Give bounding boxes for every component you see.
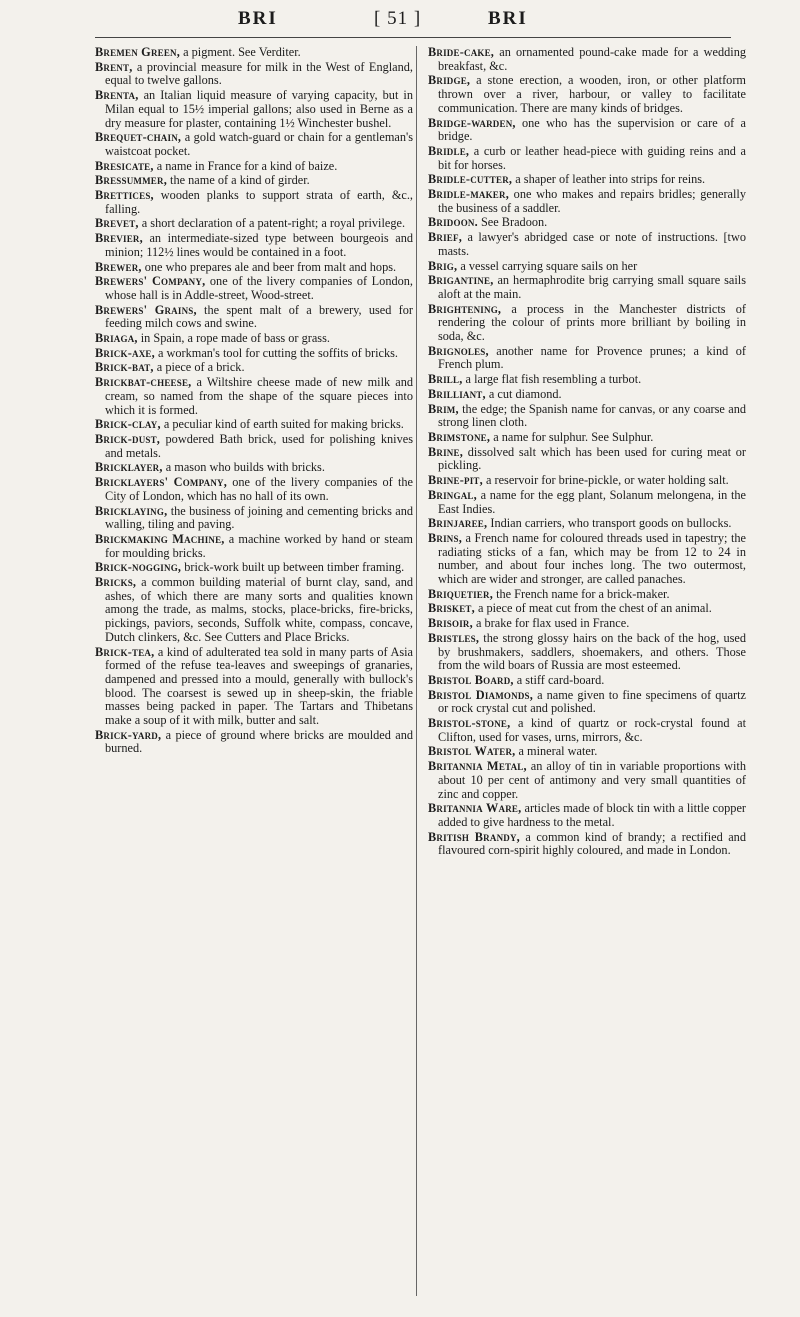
entry-headword: Bridle, (428, 143, 470, 158)
entry-definition: the strong glossy hairs on the back of the hog, used by brushmakers, saddlers, shoemakers, and others. Those from the wild boars of Russia are most esteemed. (438, 630, 746, 673)
entry-definition: the business of joining and cementing bricks and walling, tiling and paving. (105, 503, 413, 532)
entry-definition: an intermediate-sized type between bourgeois and minion; 112½ lines would be contained in a foot. (105, 231, 413, 259)
entry-headword: Bristol Water, (428, 744, 516, 759)
entry-definition: a large flat fish resembling a turbot. (462, 372, 642, 387)
dictionary-entry (428, 760, 746, 801)
entry-headword: Brill, (428, 372, 463, 387)
dictionary-entry (95, 461, 413, 475)
dictionary-entry (428, 446, 746, 473)
entry-headword: Briquetier, (428, 586, 493, 601)
entry-definition: a Wiltshire cheese made of new milk and cream, so named from the shape of the square pieces into which it is formed. (105, 375, 413, 417)
dictionary-entry (95, 433, 413, 460)
dictionary-entry (428, 260, 746, 274)
entry-headword: Bringal, (428, 487, 477, 502)
entry-headword: Brightening, (428, 301, 502, 316)
dictionary-entry (95, 561, 413, 575)
dictionary-entry (95, 576, 413, 645)
dictionary-entry (428, 388, 746, 402)
entry-definition: a machine worked by hand or steam for moulding bricks. (105, 531, 413, 560)
dictionary-entry (95, 376, 413, 417)
entry-definition: a name given to fine specimens of quartz or rock crystal cut and polished. (438, 687, 746, 716)
dictionary-entry (95, 347, 413, 361)
entry-definition: a cut diamond. (485, 386, 562, 401)
dictionary-entry (95, 476, 413, 503)
entry-headword: Brinjaree, (428, 516, 488, 531)
entry-definition: a provincial measure for milk in the West of England, equal to twelve gallons. (105, 59, 413, 88)
entry-definition: a common kind of brandy; a rectified and flavoured corn-spirit highly coloured, and made in London. (438, 829, 746, 858)
entry-definition: See Bradoon. (477, 215, 548, 230)
dictionary-entry (428, 431, 746, 445)
dictionary-entry (428, 274, 746, 301)
entry-definition: an hermaphrodite brig carrying small square sails aloft at the main. (438, 273, 746, 301)
entry-definition: a curb or leather head-piece with guiding reins and a bit for horses. (438, 143, 746, 172)
dictionary-entry (95, 505, 413, 532)
dictionary-entry (428, 303, 746, 344)
entry-definition: a peculiar kind of earth suited for making bricks. (160, 417, 404, 432)
entry-headword: Brenta, (95, 88, 139, 103)
entry-headword: Bressummer, (95, 173, 167, 188)
entry-definition: a name in France for a kind of baize. (153, 158, 338, 173)
entry-headword: Bristol Diamonds, (428, 687, 533, 702)
entry-headword: Brine, (428, 444, 463, 459)
entry-definition: a common building material of burnt clay, sand, and ashes, of which there are many sorts and qualities known among the trade, as malms, stocks, place-bricks, fire-bricks, pickings, paviors, seconds, Suffolk white, compass, concave, Dutch clinkers, &c. See Cutters and Place Bricks. (105, 575, 413, 644)
entry-headword: Brevier, (95, 231, 143, 246)
entry-headword: Brignoles, (428, 343, 489, 358)
dictionary-entry (95, 160, 413, 174)
entry-definition: a piece of a brick. (153, 360, 245, 375)
entry-definition: a French name for coloured threads used in tapestry; the radiating sticks of a fan, which may be from 12 to 24 in number, and about four inches long. The two outermost, which are wider and stronger, are called panaches. (438, 530, 746, 587)
entry-definition: a kind of quartz or rock-crystal found at Clifton, used for vases, urns, mirrors, &c. (438, 716, 746, 744)
entry-definition: a vessel carrying square sails on her (457, 258, 638, 273)
entry-definition: a process in the Manchester districts of rendering the colour of prints more brilliant by boiling in soda, &c. (438, 301, 746, 344)
entry-definition: a piece of ground where bricks are moulded and burned. (105, 727, 413, 756)
entry-definition: the name of a kind of girder. (166, 173, 310, 188)
entry-headword: Bridge-warden, (428, 115, 516, 130)
entry-headword: Brigantine, (428, 273, 494, 288)
dictionary-entry (428, 188, 746, 215)
dictionary-entry (428, 46, 746, 73)
entry-headword: Brickmaking Machine, (95, 531, 225, 546)
entry-definition: one who makes and repairs bridles; generally the business of a saddler. (438, 187, 746, 215)
entry-headword: Brewer, (95, 259, 142, 274)
dictionary-entry (428, 745, 746, 759)
entry-definition: one who prepares ale and beer from malt and hops. (141, 259, 397, 274)
entry-definition: one of the livery companies of the City of London, which has no hall of its own. (105, 475, 414, 503)
dictionary-entry (428, 602, 746, 616)
entry-definition: an Italian liquid measure of varying capacity, but in Milan equal to 15½ imperial gallons; also used in Berne as a dry measure for plaster, containing 1½ Winchester bushel. (105, 88, 413, 130)
dictionary-entry (428, 802, 746, 829)
entry-headword: Britannia Ware, (428, 801, 522, 816)
dictionary-entry (95, 729, 413, 756)
entry-headword: Bristol-stone, (428, 716, 511, 731)
entry-headword: Brevet, (95, 216, 139, 231)
entry-headword: Bristles, (428, 630, 480, 645)
dictionary-entry (95, 646, 413, 728)
entry-definition: wooden planks to support strata of earth, &c., falling. (105, 188, 413, 216)
entry-headword: Bremen Green, (95, 45, 181, 59)
entry-headword: Brick-axe, (95, 345, 155, 360)
right-column (428, 46, 746, 859)
dictionary-entry (95, 304, 413, 331)
entry-definition: a reservoir for brine-pickle, or water holding salt. (482, 473, 729, 488)
dictionary-entry (428, 231, 746, 258)
entry-definition: a brake for flax used in France. (472, 616, 630, 631)
entry-definition: a mason who builds with bricks. (162, 460, 325, 475)
dictionary-entry (428, 632, 746, 673)
entry-definition: a pigment. See Verditer. (180, 45, 301, 59)
entry-definition: a shaper of leather into strips for reins. (512, 172, 706, 187)
entry-headword: Brick-clay, (95, 417, 161, 432)
header-left-guide-word: BRI (238, 8, 278, 29)
entry-headword: Brig, (428, 258, 458, 273)
dictionary-entry (95, 189, 413, 216)
entry-definition: one who has the supervision or care of a bridge. (438, 115, 746, 144)
dictionary-entry (428, 117, 746, 144)
entry-definition: a name for sulphur. See Sulphur. (490, 429, 654, 444)
header-right-guide-word: BRI (488, 8, 528, 29)
entry-definition: a workman's tool for cutting the soffits of bricks. (154, 345, 398, 360)
entry-headword: Brick-yard, (95, 727, 162, 742)
entry-headword: Bricklayers' Company, (95, 475, 227, 490)
dictionary-entry (428, 74, 746, 115)
dictionary-entry (428, 517, 746, 531)
dictionary-entry (428, 474, 746, 488)
page-number: [ 51 ] (374, 8, 422, 29)
entry-headword: Brick-nogging, (95, 560, 182, 575)
entry-definition: powdered Bath brick, used for polishing knives and metals. (105, 431, 413, 460)
dictionary-entry (428, 588, 746, 602)
entry-headword: Brins, (428, 530, 462, 545)
dictionary-entry (428, 674, 746, 688)
entry-headword: Brewers' Company, (95, 274, 206, 289)
left-column (95, 46, 413, 757)
entry-definition: the edge; the Spanish name for canvas, or any coarse and strong linen cloth. (438, 401, 746, 430)
dictionary-entry (95, 174, 413, 188)
entry-definition: a name for the egg plant, Solanum melongena, in the East Indies. (438, 487, 746, 516)
dictionary-entry (428, 216, 746, 230)
entry-definition: an ornamented pound-cake made for a wedding breakfast, &c. (438, 45, 746, 73)
dictionary-entry (428, 831, 746, 858)
entry-headword: Bricklayer, (95, 460, 163, 475)
entry-headword: Brettices, (95, 188, 154, 203)
entry-headword: Brick-tea, (95, 644, 155, 659)
entry-headword: Bridoon. (428, 215, 478, 230)
entry-headword: Brequet-chain, (95, 130, 182, 145)
entry-headword: British Brandy, (428, 829, 520, 844)
dictionary-entry (428, 689, 746, 716)
entry-definition: articles made of block tin with a little copper added to give hardness to the metal. (438, 801, 746, 829)
dictionary-entry (428, 373, 746, 387)
entry-definition: brick-work built up between timber framing. (181, 560, 405, 575)
entry-definition: a short declaration of a patent-right; a royal privilege. (138, 216, 406, 231)
dictionary-entry (95, 418, 413, 432)
entry-headword: Bricklaying, (95, 503, 168, 518)
entry-headword: Bride-cake, (428, 45, 495, 59)
running-header (0, 8, 800, 36)
entry-definition: an alloy of tin in variable proportions with about 10 per cent of antimony and very small quantities of zinc and copper. (438, 759, 746, 801)
entry-definition: in Spain, a rope made of bass or grass. (137, 331, 330, 346)
dictionary-entry (428, 717, 746, 744)
dictionary-entry (95, 89, 413, 130)
entry-headword: Brickbat-cheese, (95, 375, 192, 390)
entry-definition: the French name for a brick-maker. (493, 586, 670, 601)
header-rule (95, 37, 731, 38)
entry-definition: dissolved salt which has been used for curing meat or pickling. (438, 444, 746, 473)
entry-headword: Bridle-cutter, (428, 172, 513, 187)
entry-headword: Brine-pit, (428, 473, 483, 488)
entry-definition: a kind of adulterated tea sold in many parts of Asia formed of the refuse tea-leaves and sweepings of granaries, dampened and pressed into a mould, generally with bullock's blood. The coarsest is sewed up in sheep-skin, the friable masses being packed in paper. The Tartars and Thibetans make a soup of it with milk, butter and salt. (105, 644, 413, 728)
entry-headword: Bridle-maker, (428, 187, 509, 202)
dictionary-entry (428, 145, 746, 172)
dictionary-entry (95, 61, 413, 88)
entry-headword: Brick-bat, (95, 360, 154, 375)
dictionary-entry (95, 217, 413, 231)
entry-definition: a piece of meat cut from the chest of an animal. (474, 601, 712, 616)
entry-headword: Bricks, (95, 575, 137, 590)
entry-headword: Brisoir, (428, 616, 473, 631)
entry-headword: Brewers' Grains, (95, 302, 197, 317)
entry-headword: Brilliant, (428, 386, 486, 401)
entry-definition: the spent malt of a brewery, used for feeding milch cows and swine. (105, 302, 413, 331)
dictionary-entry (428, 532, 746, 587)
entry-definition: a stiff card-board. (513, 672, 605, 687)
entry-headword: Brimstone, (428, 429, 491, 444)
entry-definition: another name for Provence prunes; a kind of French plum. (438, 343, 746, 372)
entry-headword: Bresicate, (95, 158, 154, 173)
entry-headword: Britannia Metal, (428, 759, 527, 774)
dictionary-entry (95, 533, 413, 560)
dictionary-entry (95, 275, 413, 302)
dictionary-entry (428, 617, 746, 631)
entry-definition: a gold watch-guard or chain for a gentleman's waistcoat pocket. (105, 130, 413, 158)
entry-definition: a stone erection, a wooden, iron, or other platform thrown over a river, harbour, or valley to facilitate communication. There are many kinds of bridges. (438, 73, 746, 115)
entry-headword: Brief, (428, 230, 462, 245)
entry-definition: Indian carriers, who transport goods on bullocks. (487, 516, 732, 531)
dictionary-entry (428, 403, 746, 430)
entry-headword: Bristol Board, (428, 672, 514, 687)
entry-definition: a mineral water. (515, 744, 598, 759)
dictionary-entry (428, 173, 746, 187)
dictionary-entry (95, 232, 413, 259)
entry-definition: a lawyer's abridged case or note of instructions. [two masts. (438, 230, 746, 258)
dictionary-entry (95, 46, 413, 60)
entry-definition: one of the livery companies of London, whose hall is in Addle-street, Wood-street. (105, 274, 413, 302)
entry-headword: Brisket, (428, 601, 475, 616)
entry-headword: Brent, (95, 59, 133, 74)
dictionary-entry (428, 345, 746, 372)
entry-headword: Brick-dust, (95, 431, 161, 446)
dictionary-entry (95, 332, 413, 346)
entry-headword: Bridge, (428, 73, 471, 88)
entry-headword: Briaga, (95, 331, 138, 346)
entry-headword: Brim, (428, 401, 459, 416)
dictionary-entry (95, 261, 413, 275)
dictionary-entry (95, 131, 413, 158)
dictionary-entry (95, 361, 413, 375)
dictionary-entry (428, 489, 746, 516)
